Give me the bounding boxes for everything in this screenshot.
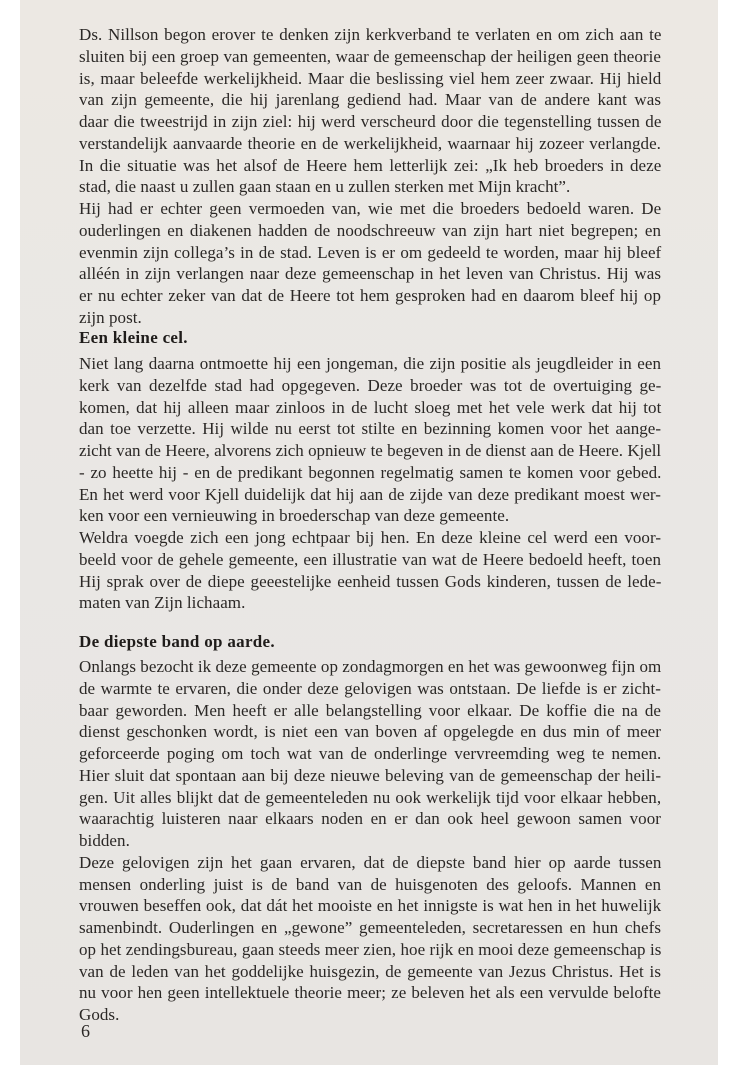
text-line: baar geworden. Men heeft er alle belangstelling voor elkaar. De koffie die na de (79, 700, 661, 720)
text-line: op het zendingsbureau, gaan steeds meer zien, hoe rijk en mooi deze gemeenschap is (79, 939, 662, 959)
text-line: In die situatie was het alsof de Heere hem letterlijk zei: „Ik heb broeders in deze (79, 155, 662, 175)
text-line: - zo heette hij - en de predikant begonnen regelmatig samen te komen voor gebed. (79, 462, 662, 482)
text-line: nu voor hen geen intellektuele theorie meer; ze beleven het als een vervulde belofte (79, 983, 662, 1003)
kleine-cel-text-block (79, 353, 661, 614)
section-heading-diepste-band: De diepste band op aarde. (79, 632, 275, 651)
text-line: Onlangs bezocht ik deze gemeente op zondagmorgen en het was gewoonweg fijn om (79, 657, 662, 676)
diepste-band-text-block (79, 656, 661, 1026)
text-line: Hij had er echter geen vermoeden van, wie met die broeders bedoeld waren. De (79, 199, 662, 218)
text-line: daar die tweestrijd in zijn ziel: hij werd verscheurd door die tegenstelling tussen de (79, 112, 662, 131)
text-line: Ds. Nillson begon erover te denken zijn kerkverband te verlaten en om zich aan te (79, 25, 662, 44)
text-line: gen. Uit alles blijkt dat de gemeenteleden nu ook werkelijk tijd voor elkaar hebben, (79, 787, 662, 807)
text-line: sluiten bij een groep van gemeenten, waar de gemeenschap der heiligen geen theorie (79, 46, 661, 66)
text-line: er nu echter zeker van dat de Heere tot hem gesproken had en daarom bleef hij op (79, 286, 662, 305)
intro-text-block (79, 24, 661, 329)
text-line: zicht van de Heere, alvorens zich opnieuw te begeven in de dienst aan de Heere. Kjell (79, 441, 661, 460)
text-line: Hier sluit dat spontaan aan bij deze nieuwe beleving van de gemeenschap der heili- (79, 765, 662, 785)
text-line: mensen onderling juist is de band van de huisgenoten des geloofs. Mannen en (79, 874, 661, 894)
text-line: dan toe verzette. Hij wilde nu eerst tot stilte en bezinning komen voor het aange- (79, 419, 662, 439)
text-line: En het werd voor Kjell duidelijk dat hij aan de zijde van deze predikant moest wer- (79, 484, 661, 504)
text-line: Niet lang daarna ontmoette hij een jongeman, die zijn positie als jeugdleider in een (79, 354, 661, 373)
text-line: Hij sprak over de diepe geeestelijke eenheid tussen Gods kinderen, tussen de lede- (79, 571, 662, 591)
text-line: van zijn gemeente, die hij jarenlang gediend had. Maar van de andere kant was (79, 90, 661, 110)
text-line: kerk van dezelfde stad had opgegeven. Deze broeder was tot de overtuiging ge- (79, 375, 662, 395)
text-line: Weldra voegde zich een jong echtpaar bij hen. En deze kleine cel werd een voor- (79, 528, 662, 547)
text-line: zijn post. (79, 307, 142, 327)
page-number: 6 (81, 1021, 90, 1041)
text-line: van de leden van het goddelijke huisgezin, de gemeente van Jezus Christus. Het is (79, 961, 661, 981)
text-line: komen, dat hij alleen maar zinloos in de lucht sloeg met het vele werk dat hij tot (79, 397, 662, 417)
text-line: alléén in zijn verlangen naar deze gemeenschap in het leven van Christus. Hij was (79, 264, 662, 284)
text-line: stad, die naast u zullen gaan staan en u zullen sterken met Mijn kracht”. (79, 177, 571, 197)
text-line: vrouwen beseffen ook, dat dát het mooiste en het innigste is wat hen in het huwelijk (79, 896, 662, 916)
text-line: bidden. (79, 831, 130, 850)
text-line: Gods. (79, 1005, 120, 1024)
text-line: de warmte te ervaren, die onder deze gelovigen was ontstaan. De liefde is er zicht- (79, 678, 661, 698)
text-line: ouderlingen en diakenen hadden de noodschreeuw van zijn hart niet begrepen; en (79, 220, 661, 240)
text-line: verstandelijk aanvaarde theorie en de werkelijkheid, waarnaar hij zozeer verlangde. (79, 133, 661, 153)
text-line: is, maar beleefde werkelijkheid. Maar die beslissing viel hem zeer zwaar. Hij hield (79, 68, 662, 88)
text-line: beeld voor de gehele gemeente, een illustratie van wat de Heere bedoeld heeft, toen (79, 549, 661, 569)
text-line: waarachtig luisteren naar elkaars noden en er dan ook heel gewoon samen voor (79, 809, 661, 829)
text-line: ken voor een vernieuwing in broederschap van deze gemeente. (79, 506, 510, 526)
text-line: dienst geschonken wordt, is niet een van boven af opgelegde en dus min of meer (79, 722, 661, 742)
text-line: samenbindt. Ouderlingen en „gewone” gemeenteleden, secretaressen en hun chefs (79, 918, 661, 937)
text-line: maten van Zijn lichaam. (79, 593, 246, 613)
text-line: evenmin zijn collega’s in de stad. Leven is er om gedeeld te worden, maar hij bleef (79, 242, 662, 262)
section-heading-kleine-cel: Een kleine cel. (79, 328, 188, 347)
book-page (20, 0, 718, 1065)
text-line: Deze gelovigen zijn het gaan ervaren, dat de diepste band hier op aarde tussen (79, 852, 662, 872)
text-line: geforceerde poging om toch wat van de onderlinge vervreemding weg te nemen. (79, 744, 662, 763)
